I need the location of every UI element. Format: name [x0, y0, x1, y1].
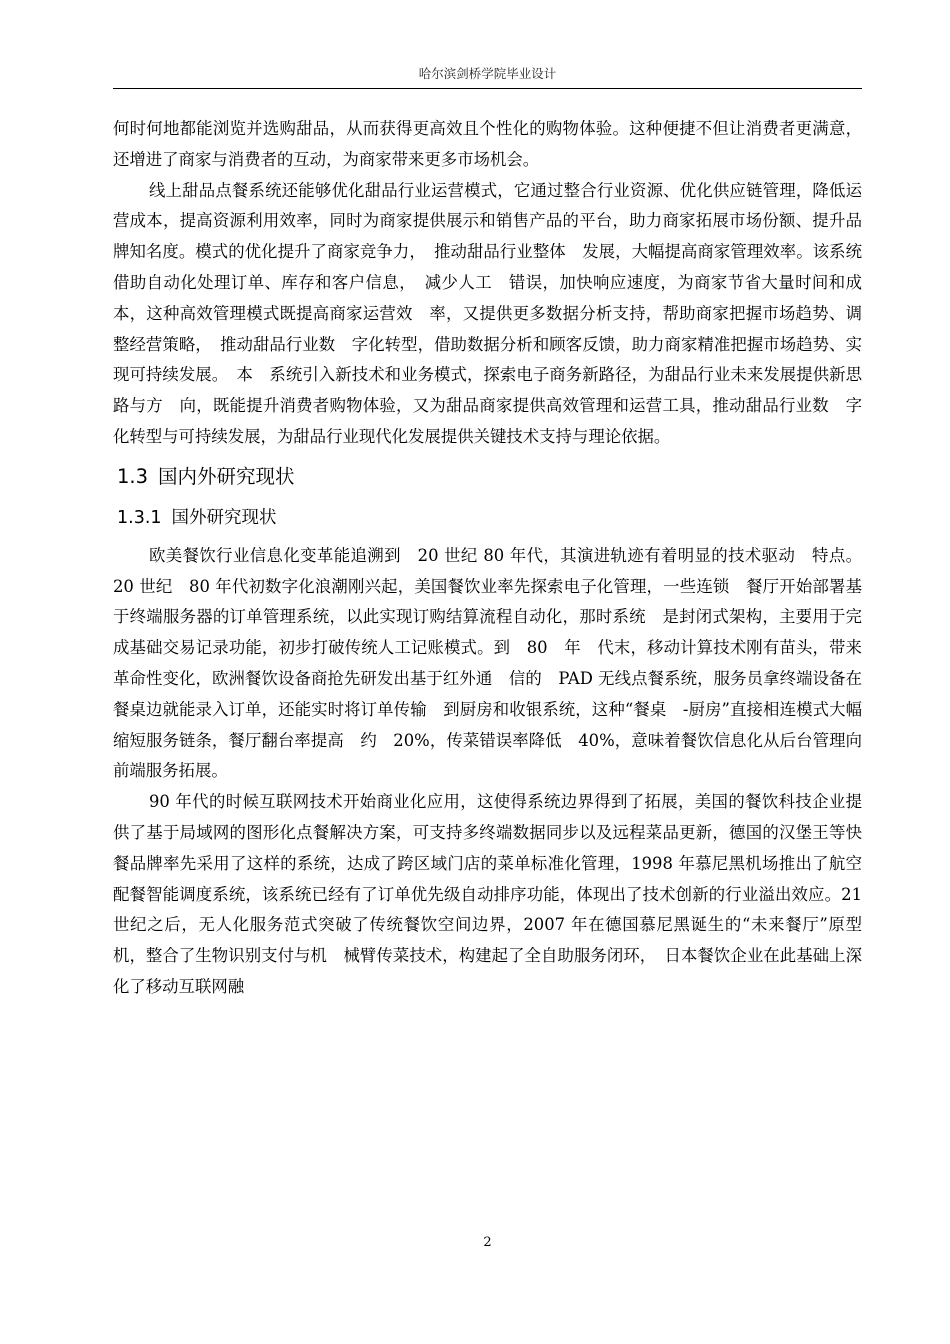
section-heading [117, 461, 862, 493]
paragraph-4: 90 年代的时候互联网技术开始商业化应用，这使得系统边界得到了拓展，美国的餐饮科技企业提供了基于局域网的图形化点餐解决方案，可支持多终端数据同步以及远程菜品更新，德国的汉堡王等快餐品牌率先采用了这样的系统，达成了跨区域门店的菜单标准化管理，1998 年慕尼黑机场推出了航空配餐智能调度系统，该系统已经有了订单优先级自动排序功能，体现出了技术创新的行业溢出效应。21 世纪之后，无人化服务范式突破了传统餐饮空间边界，2007 年在德国慕尼黑诞生的“未来餐厅”原型机，整合了生物识别支付与机 械臂传菜技术，构建起了全自助服务闭环， 日本餐饮企业在此基础上深化了移动互联网融 [113, 792, 862, 996]
page-header: 哈尔滨剑桥学院毕业设计 [418, 66, 557, 81]
section-number: 1.3 [117, 464, 149, 488]
header-divider [113, 88, 862, 89]
page-body [113, 114, 862, 1003]
paragraph-1: 何时何地都能浏览并选购甜品，从而获得更高效且个性化的购物体验。这种便捷不但让消费者更满意，还增进了商家与消费者的互动，为商家带来更多市场机会。 [113, 119, 862, 169]
section-title: 国内外研究现状 [158, 464, 295, 488]
subsection-heading [117, 503, 862, 533]
subsection-title: 国外研究现状 [171, 507, 277, 528]
paragraph-3: 欧美餐饮行业信息化变革能追溯到 20 世纪 80 年代，其演进轨迹有着明显的技术驱动 特点。20 世纪 80 年代初数字化浪潮刚兴起，美国餐饮业率先探索电子化管理，一些连锁 餐厅开始部署基于终端服务器的订单管理系统，以此实现订购结算流程自动化，那时系统 是封闭式架构，主要用于完成基础交易记录功能，初步打破传统人工记账模式。到 80 年 代末，移动计算技术刚有苗头，带来革命性变化，欧洲餐饮设备商抢先研发出基于红外通 信的 PAD 无线点餐系统，服务员拿终端设备在餐桌边就能录入订单，还能实时将订单传输 到厨房和收银系统，这种“餐桌 -厨房”直接相连模式大幅缩短服务链条，餐厅翻台率提高 约 20%，传菜错误率降低 40%，意味着餐饮信息化从后台管理向前端服务拓展。 [113, 545, 862, 781]
page-number: 2 [483, 1235, 492, 1250]
subsection-number: 1.3.1 [117, 507, 162, 528]
paragraph-2: 线上甜品点餐系统还能够优化甜品行业运营模式，它通过整合行业资源、优化供应链管理，降低运营成本，提高资源利用效率，同时为商家提供展示和销售产品的平台，助力商家拓展市场份额、提升品牌知名度。模式的优化提升了商家竞争力， 推动甜品行业整体 发展，大幅提高商家管理效率。该系统借助自动化处理订单、库存和客户信息， 减少人工 错误，加快响应速度，为商家节省大量时间和成本，这种高效管理模式既提高商家运营效 率，又提供更多数据分析支持，帮助商家把握市场趋势、调整经营策略， 推动甜品行业数 字化转型，借助数据分析和顾客反馈，助力商家精准把握市场趋势、实现可持续发展。 本 系统引入新技术和业务模式，探索电子商务新路径，为甜品行业未来发展提供新思路与方 向，既能提升消费者购物体验，又为甜品商家提供高效管理和运营工具，推动甜品行业数 字化转型与可持续发展，为甜品行业现代化发展提供关键技术支持与理论依据。 [113, 180, 862, 446]
